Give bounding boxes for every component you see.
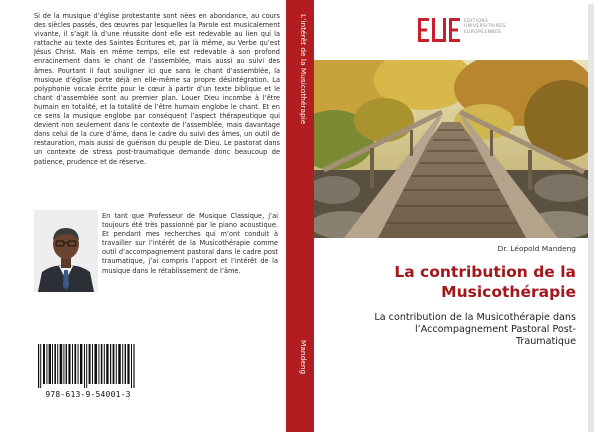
- back-cover: [18, 0, 286, 432]
- barcode-bars: [38, 344, 138, 388]
- isbn-barcode: [34, 342, 142, 402]
- publisher-logo: [418, 16, 578, 46]
- spine-author: Mandeng: [299, 340, 308, 375]
- publisher-name: EDITIONS UNIVERSITAIRES EUROPEENNES: [464, 19, 506, 35]
- eue-logo-icon: [418, 16, 460, 44]
- back-cover-description: Si de la musique d’église protestante sont nées en abondance, au cours des siècles passés, des œuvres par lesquelles la Parole est musicalement vivante, il s’agit là d’une réussite dont elle est redevable au lien qui la rattache au texte des Saintes Écritures et, par là même, au Verbe qu’est Jésus Christ. Mais en même temps, elle est redevable à son profond enracinement dans le chant de l’assemblée, mais aussi au suivi des âmes. Pourtant il faut souligner ici que sans le chant d’assemblée, la musique d’église porte déjà en elle-même sa propre désintégration. La polyphonie vocale écrite pour le cœur à partir d’un texte biblique et le chant d’assemblée sont au premier plan. Louer Dieu incombe à l’être humain en totalité, et la totalité de l’être humain englobe le chant. Et en ce sens la musique englobe par conséquent l’aspect thérapeutique qui devient non seulement dans le contexte de l’assemblée, mais davantage dans celui de la cure d’âme, dans le cadre du suivi des âmes, un outil de restauration, mais aussi de guérison du peuple de Dieu. Le pastorat dans un contexte de stress post-traumatique demande donc beaucoup de patience, prudence et de réserve.: [34, 12, 280, 166]
- author-bio: En tant que Professeur de Musique Classique, j’ai toujours été très passionné par le piano acoustique. Et pendant mes recherches qui m’ont conduit à travailler sur l’intérêt de la Musicothérapie comme outil d’accompagnement pastoral dans le cadre post traumatique, j’ai compris l’apport et l’intérêt de la musique dans le rétablissement de l’âme.: [102, 212, 278, 275]
- cover-photo-bridge: [314, 60, 588, 238]
- book-cover: [18, 0, 588, 432]
- book-title: La contribution de la Musicothérapie: [394, 263, 576, 301]
- book-spine: [286, 0, 314, 432]
- spine-title: L’intérêt de la Musicothérapie: [299, 14, 308, 125]
- isbn-number: 978-613-9-54001-3: [45, 390, 131, 399]
- author-photo: [34, 210, 98, 292]
- book-subtitle: La contribution de la Musicothérapie dans l’Accompagnement Pastoral Post-Traumatique: [374, 312, 576, 347]
- front-author: Dr. Léopold Mandeng: [497, 244, 576, 253]
- front-cover: [314, 0, 588, 432]
